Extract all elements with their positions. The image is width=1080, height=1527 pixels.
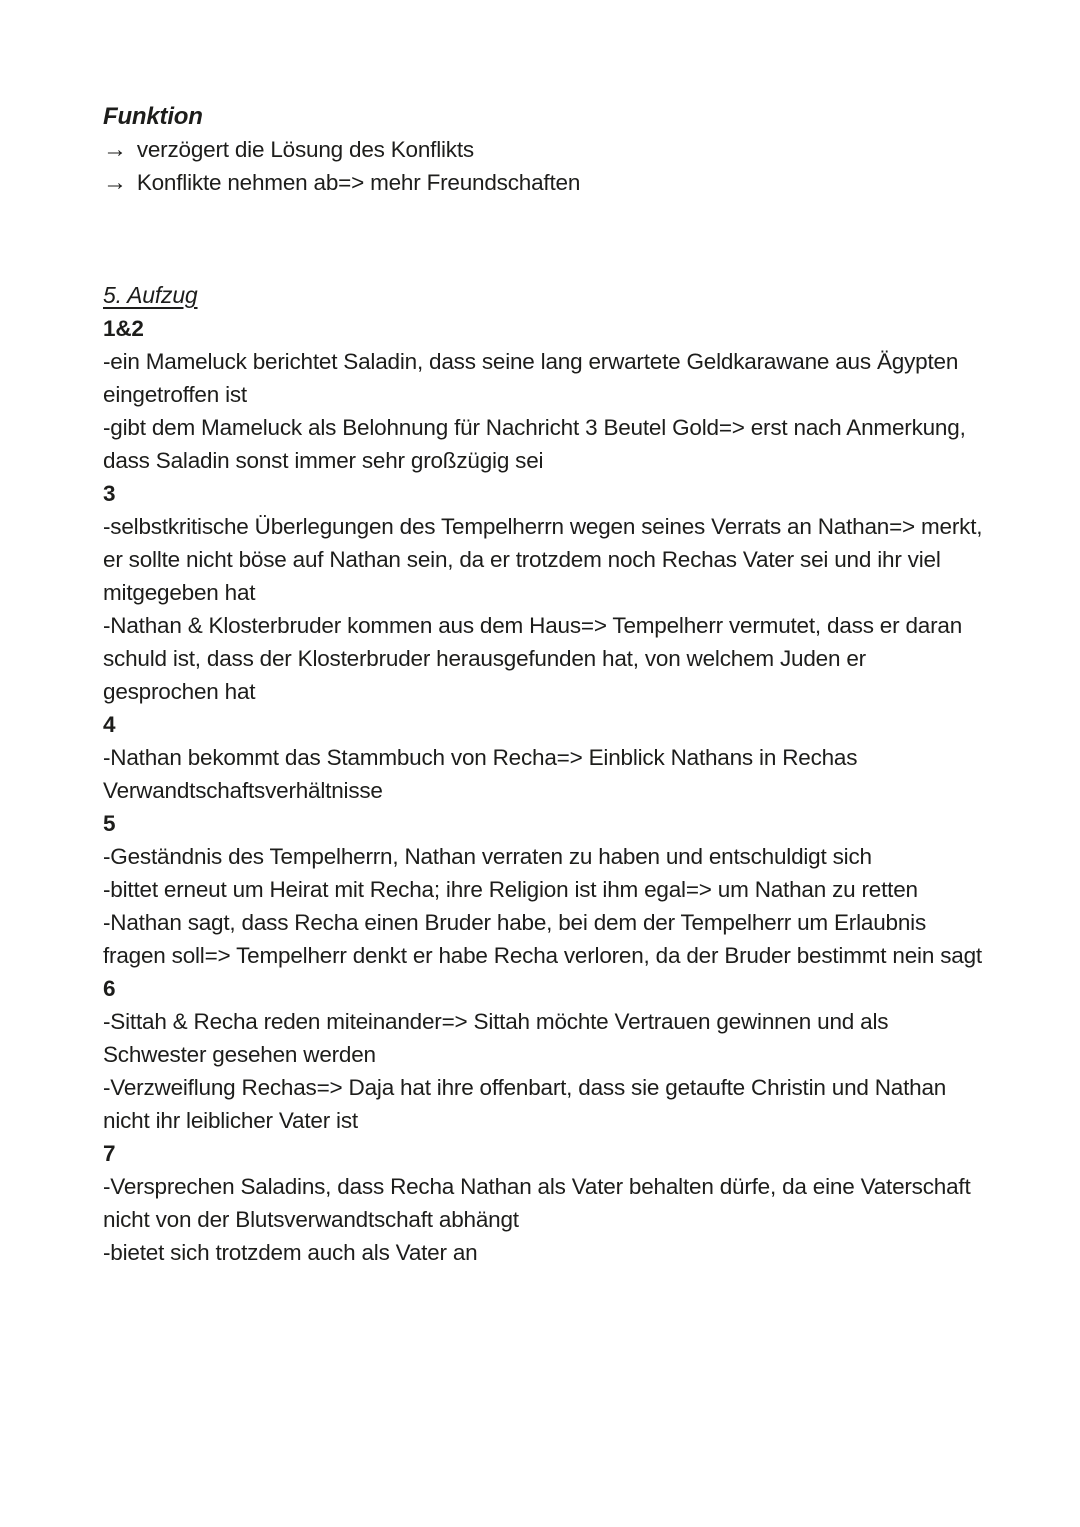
arrow-right-icon: → xyxy=(103,169,127,196)
scene-label: 6 xyxy=(103,976,116,1001)
scene-block-4 xyxy=(103,708,985,807)
scene-bullet: -selbstkritische Überlegungen des Tempelherrn wegen seines Verrats an Nathan=> merkt, er sollte nicht böse auf Nathan sein, da er trotzdem noch Rechas Vater sei und ihr viel mitgegeben hat xyxy=(103,514,983,605)
scene-bullet: -ein Mameluck berichtet Saladin, dass seine lang erwartete Geldkarawane aus Ägypten eingetroffen ist xyxy=(103,349,959,407)
scene-block-5 xyxy=(103,807,985,972)
scene-label: 7 xyxy=(103,1141,116,1166)
scene-bullet: -Versprechen Saladins, dass Recha Nathan als Vater behalten dürfe, da eine Vaterschaft nicht von der Blutsverwandtschaft abhängt xyxy=(103,1174,971,1232)
arrow-item-text: Konflikte nehmen ab=> mehr Freundschaften xyxy=(136,170,581,195)
scene-bullet: -Nathan sagt, dass Recha einen Bruder habe, bei dem der Tempelherr um Erlaubnis fragen soll=> Tempelherr denkt er habe Recha verloren, da der Bruder bestimmt nein sagt xyxy=(103,910,982,968)
scene-bullet: -bittet erneut um Heirat mit Recha; ihre Religion ist ihm egal=> um Nathan zu retten xyxy=(103,877,918,902)
scene-bullet: -Nathan bekommt das Stammbuch von Recha=> Einblick Nathans in Rechas Verwandtschaftsverhältnisse xyxy=(103,745,858,803)
scene-block-7 xyxy=(103,1137,985,1269)
scene-bullet: -Sittah & Recha reden miteinander=> Sittah möchte Vertrauen gewinnen und als Schwester gesehen werden xyxy=(103,1009,889,1067)
scene-bullet: -Geständnis des Tempelherrn, Nathan verraten zu haben und entschuldigt sich xyxy=(103,844,872,869)
funktion-heading: Funktion xyxy=(103,103,203,130)
scene-label: 1&2 xyxy=(103,316,144,341)
scene-bullet: -Nathan & Klosterbruder kommen aus dem Haus=> Tempelherr vermutet, dass er daran schuld ist, dass der Klosterbruder herausgefunden hat, von welchem Juden er gesprochen hat xyxy=(103,613,963,704)
aufzug-heading xyxy=(103,279,985,312)
scene-block-3 xyxy=(103,477,985,708)
scene-label: 5 xyxy=(103,811,116,836)
aufzug-section xyxy=(103,279,985,1269)
scene-label: 4 xyxy=(103,712,116,737)
aufzug-heading-text: 5. Aufzug xyxy=(103,282,198,308)
arrow-item-text: verzögert die Lösung des Konflikts xyxy=(136,137,474,162)
scene-block-1-2 xyxy=(103,312,985,477)
funktion-section xyxy=(103,100,985,199)
arrow-list-item xyxy=(103,166,985,199)
scene-bullet: -gibt dem Mameluck als Belohnung für Nachricht 3 Beutel Gold=> erst nach Anmerkung, dass Saladin sonst immer sehr großzügig sei xyxy=(103,415,966,473)
scene-block-6 xyxy=(103,972,985,1137)
arrow-list-item xyxy=(103,133,985,166)
arrow-right-icon: → xyxy=(103,136,127,163)
scene-label: 3 xyxy=(103,481,116,506)
notes-content xyxy=(103,100,985,1269)
scene-bullet: -bietet sich trotzdem auch als Vater an xyxy=(103,1240,478,1265)
scene-bullet: -Verzweiflung Rechas=> Daja hat ihre offenbart, dass sie getaufte Christin und Nathan nicht ihr leiblicher Vater ist xyxy=(103,1075,947,1133)
